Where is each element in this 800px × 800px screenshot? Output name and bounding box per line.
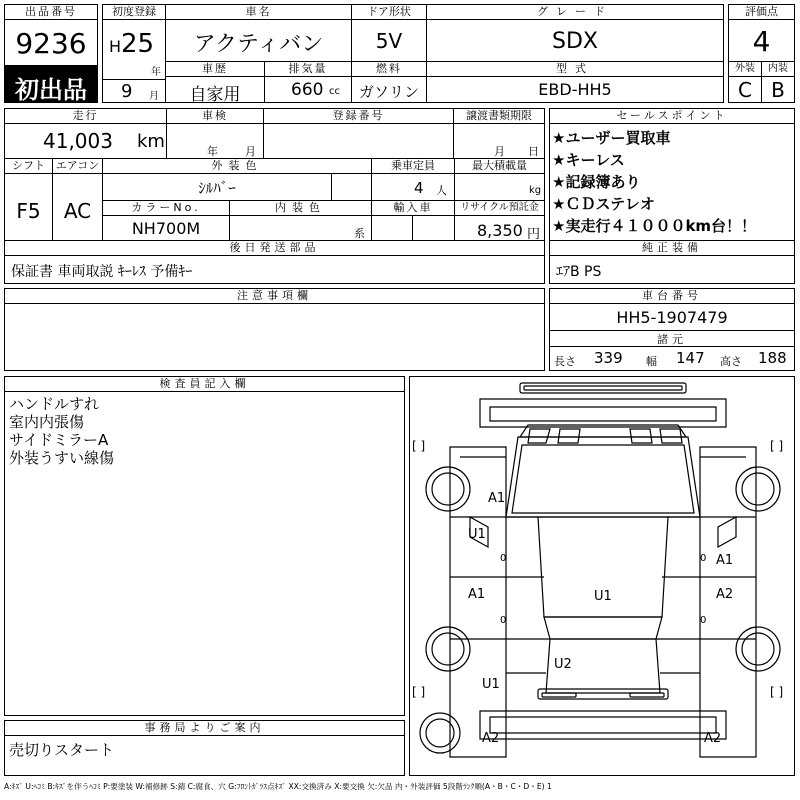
office-value: 売切りスタート: [9, 741, 115, 759]
displacement-cell: [264, 61, 352, 103]
zero-mark: 0: [500, 615, 507, 626]
damage-mark: U1: [594, 589, 612, 604]
inspector-notes: [9, 395, 114, 467]
damage-mark: A2: [482, 731, 500, 746]
car-name: アクティバン: [193, 32, 324, 57]
capacity-unit: 人: [436, 184, 447, 197]
load-cell: [454, 158, 545, 201]
recycle-cell: [454, 200, 545, 241]
inspector-box: [4, 376, 405, 716]
year-unit: 年: [151, 67, 161, 78]
grade-label: グレード: [427, 5, 723, 20]
legend: A:ｷｽﾞ U:ﾍｺﾐ B:ｷｽﾞを伴うﾍｺﾐ P:要塗装 W:補修跡 S:錆 C:腐食、穴 G:ﾌﾛﾝﾄｶﾞﾗｽ点ｷｽﾞ XX:交換済み X:要交換 欠:欠品 内・外装評価 5段階ﾗﾝｸ順(A・B・C・D・E) 1: [4, 782, 552, 791]
inspection-year-unit: 年: [207, 145, 218, 158]
ac-label: エアコン: [53, 159, 102, 174]
notes-label: 注意事項欄: [5, 289, 544, 304]
exterior-grade: C: [738, 78, 752, 102]
length-label: 長さ: [554, 355, 576, 368]
car-name-cell: [165, 4, 352, 62]
fuel-label: 燃料: [352, 62, 426, 77]
model: EBD-HH5: [538, 80, 612, 99]
month-unit: 月: [149, 91, 159, 102]
first-reg-cell: [102, 4, 166, 103]
displacement-label: 排気量: [265, 62, 351, 77]
damage-mark: A2: [704, 731, 722, 746]
history-label: 車歴: [166, 62, 264, 77]
history: 自家用: [189, 85, 241, 103]
import-cell: [371, 200, 455, 241]
recycle: 8,350: [477, 221, 523, 240]
height: 188: [758, 349, 787, 367]
office-label: 事務局よりご案内: [5, 721, 404, 736]
int-color-cell: [229, 200, 372, 241]
transfer-cell: [453, 108, 545, 159]
exterior-grade-cell: [728, 61, 762, 103]
shift-label: シフト: [5, 159, 52, 174]
height-label: 高さ: [720, 355, 742, 368]
fuel: ガソリン: [358, 83, 419, 101]
equipment-value: ｴｱB PS: [556, 264, 602, 280]
fuel-cell: [351, 61, 427, 103]
transfer-month-unit: 月: [494, 145, 505, 158]
transfer-day-unit: 日: [528, 145, 539, 158]
ext-color: ｼﾙﾊﾞｰ: [198, 179, 236, 197]
int-color-unit: 系: [354, 227, 365, 240]
load-label: 最大積載量: [455, 159, 544, 174]
chassis-label: 車台番号: [550, 289, 794, 304]
inspector-line: 室内内張傷: [9, 413, 85, 431]
mileage-label: 走行: [5, 109, 166, 124]
grade: SDX: [552, 29, 598, 54]
ext-color-label: 外装色: [103, 159, 371, 174]
car-name-label: 車名: [166, 5, 351, 20]
equipment-label: 純正装備: [550, 241, 794, 256]
damage-mark: A1: [468, 587, 486, 602]
door: 5V: [375, 29, 403, 53]
sales-point-item: ★キーレス: [552, 151, 625, 169]
model-cell: [426, 61, 724, 103]
inspection-label: 車検: [167, 109, 263, 124]
car-diagram-box: [409, 376, 795, 776]
later-parts-value: 保証書 車両取説 ｷｰﾚｽ 予備ｷｰ: [11, 264, 193, 280]
office-box: [4, 720, 405, 776]
bracket-mark: [ ]: [412, 439, 426, 453]
year: 25: [121, 29, 155, 59]
damage-mark: A1: [716, 553, 734, 568]
mileage: 41,003: [43, 129, 113, 153]
width: 147: [676, 349, 705, 367]
capacity-label: 乗車定員: [372, 159, 454, 174]
capacity-cell: [371, 158, 455, 201]
notes-box: [4, 288, 545, 371]
score: 4: [752, 25, 771, 58]
recycle-label: リサイクル預託金: [455, 201, 544, 216]
color-no: NH700M: [131, 219, 201, 238]
equipment-box: [549, 240, 795, 284]
displacement-unit: cc: [329, 86, 340, 97]
car-diagram: [410, 377, 795, 776]
transfer-label: 譲渡書類期限: [454, 109, 544, 124]
length: 339: [594, 349, 623, 367]
damage-mark: U1: [468, 527, 486, 542]
displacement: 660: [291, 80, 324, 100]
sales-point-item: ★ＣＤステレオ: [552, 195, 655, 213]
door-cell: [351, 4, 427, 62]
sales-point-item: ★実走行４１０００km台！！: [552, 217, 757, 235]
color-no-cell: [102, 200, 230, 241]
shift-cell: [4, 158, 53, 241]
ext-color-cell: [102, 158, 372, 201]
history-cell: [165, 61, 265, 103]
shift: F5: [16, 199, 41, 223]
ac-cell: [52, 158, 103, 241]
mileage-unit: km: [137, 131, 165, 152]
sales-points-label: セールスポイント: [550, 109, 794, 124]
sales-points-list: [552, 127, 756, 237]
inspector-line: サイドミラーA: [9, 431, 109, 449]
later-parts-box: [4, 240, 545, 284]
chassis-box: [549, 288, 795, 371]
inspection-month-unit: 月: [245, 145, 256, 158]
registration-label: 登録番号: [264, 109, 453, 124]
model-label: 型式: [427, 62, 723, 77]
chassis-number: HH5-1907479: [616, 308, 728, 327]
zero-mark: 0: [500, 553, 507, 564]
lot-label: 出品番号: [5, 5, 97, 20]
damage-mark: U2: [554, 657, 572, 672]
int-color-label: 内装色: [230, 201, 371, 216]
interior-grade: B: [771, 78, 785, 102]
interior-grade-cell: [761, 61, 795, 103]
damage-mark: U1: [482, 677, 500, 692]
lot-number-cell: [4, 4, 98, 66]
score-label: 評価点: [729, 5, 794, 20]
registration-cell: [263, 108, 454, 159]
inspector-label: 検査員記入欄: [5, 377, 404, 392]
inspection-cell: [166, 108, 264, 159]
score-cell: [728, 4, 795, 62]
first-listing-text: 初出品: [15, 76, 87, 103]
bracket-mark: [ ]: [412, 685, 426, 699]
load-unit: kg: [529, 185, 542, 196]
era: H: [109, 37, 122, 56]
recycle-unit: 円: [527, 227, 541, 241]
first-listing-badge: [4, 65, 98, 103]
bracket-mark: [ ]: [770, 685, 784, 699]
sales-points-box: [549, 108, 795, 241]
inspector-line: ハンドルすれ: [9, 395, 100, 413]
color-no-label: カラーNo.: [103, 201, 229, 216]
import-label: 輸入車: [372, 201, 454, 216]
zero-mark: 0: [700, 615, 707, 626]
first-reg-label: 初度登録: [103, 5, 165, 20]
damage-mark: A1: [488, 491, 506, 506]
spec-label: 諸元: [657, 333, 687, 346]
bracket-mark: [ ]: [770, 439, 784, 453]
zero-mark: 0: [700, 553, 707, 564]
month: 9: [121, 81, 133, 102]
damage-mark: A2: [716, 587, 734, 602]
width-label: 幅: [646, 355, 657, 368]
interior-label: 内装: [762, 62, 794, 77]
grade-cell: [426, 4, 724, 62]
inspector-line: 外装うすい線傷: [9, 449, 115, 467]
door-label: ドア形状: [352, 5, 426, 20]
exterior-label: 外装: [729, 62, 761, 77]
sales-point-item: ★記録簿あり: [552, 173, 641, 191]
mileage-cell: [4, 108, 167, 159]
later-parts-label: 後日発送部品: [5, 241, 544, 256]
lot-number: 9236: [15, 27, 87, 60]
ac: AC: [63, 199, 92, 223]
capacity: 4: [414, 179, 424, 197]
sales-point-item: ★ユーザー買取車: [552, 129, 671, 147]
